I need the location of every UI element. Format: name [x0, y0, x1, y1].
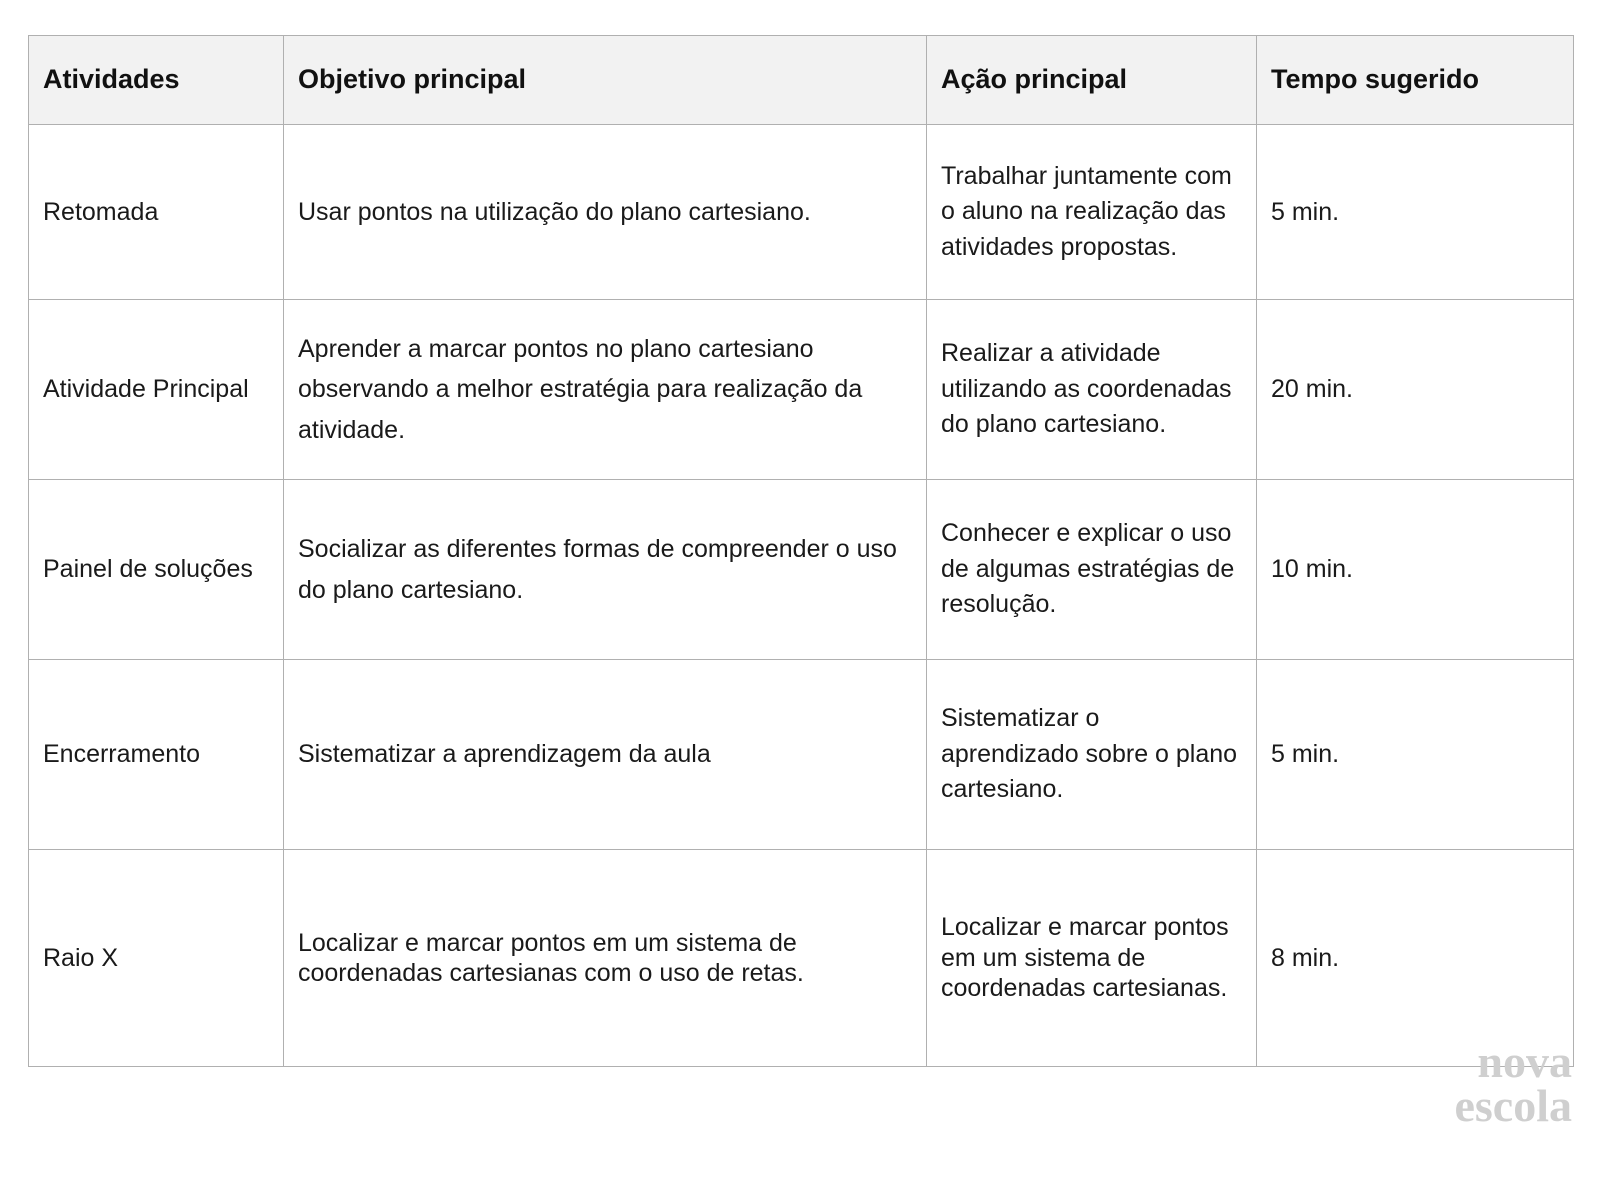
cell-tempo: 10 min.: [1257, 480, 1574, 660]
cell-acao: Conhecer e explicar o uso de algumas estratégias de resolução.: [927, 480, 1257, 660]
cell-objetivo: Localizar e marcar pontos em um sistema de coordenadas cartesianas com o uso de retas.: [284, 850, 927, 1067]
column-header-acao: Ação principal: [927, 36, 1257, 125]
cell-tempo: 5 min.: [1257, 660, 1574, 850]
cell-objetivo: Socializar as diferentes formas de compreender o uso do plano cartesiano.: [284, 480, 927, 660]
cell-acao: Sistematizar o aprendizado sobre o plano cartesiano.: [927, 660, 1257, 850]
table-header: [29, 36, 1574, 125]
table-row: [29, 300, 1574, 480]
cell-acao: Localizar e marcar pontos em um sistema de coordenadas cartesianas.: [927, 850, 1257, 1067]
cell-objetivo: Sistematizar a aprendizagem da aula: [284, 660, 927, 850]
column-header-atividades: Atividades: [29, 36, 284, 125]
table-row: [29, 125, 1574, 300]
table-row: [29, 480, 1574, 660]
cell-atividade: Atividade Principal: [29, 300, 284, 480]
cell-atividade: Painel de soluções: [29, 480, 284, 660]
cell-atividade: Retomada: [29, 125, 284, 300]
cell-objetivo: Usar pontos na utilização do plano cartesiano.: [284, 125, 927, 300]
table-header-row: [29, 36, 1574, 125]
cell-atividade: Encerramento: [29, 660, 284, 850]
cell-tempo: 5 min.: [1257, 125, 1574, 300]
cell-acao: Trabalhar juntamente com o aluno na realização das atividades propostas.: [927, 125, 1257, 300]
cell-acao: Realizar a atividade utilizando as coordenadas do plano cartesiano.: [927, 300, 1257, 480]
cell-tempo: 8 min.: [1257, 850, 1574, 1067]
table-row: [29, 850, 1574, 1067]
table-row: [29, 660, 1574, 850]
logo-line-escola: escola: [1454, 1079, 1572, 1131]
table-body: [29, 125, 1574, 1067]
logo-line-nova: nova: [1477, 1036, 1572, 1087]
cell-objetivo: Aprender a marcar pontos no plano cartesiano observando a melhor estratégia para realização da atividade.: [284, 300, 927, 480]
column-header-objetivo: Objetivo principal: [284, 36, 927, 125]
lesson-plan-table: [28, 35, 1574, 1067]
nova-escola-logo: [1454, 1036, 1572, 1131]
column-header-tempo: Tempo sugerido: [1257, 36, 1574, 125]
cell-atividade: Raio X: [29, 850, 284, 1067]
cell-tempo: 20 min.: [1257, 300, 1574, 480]
